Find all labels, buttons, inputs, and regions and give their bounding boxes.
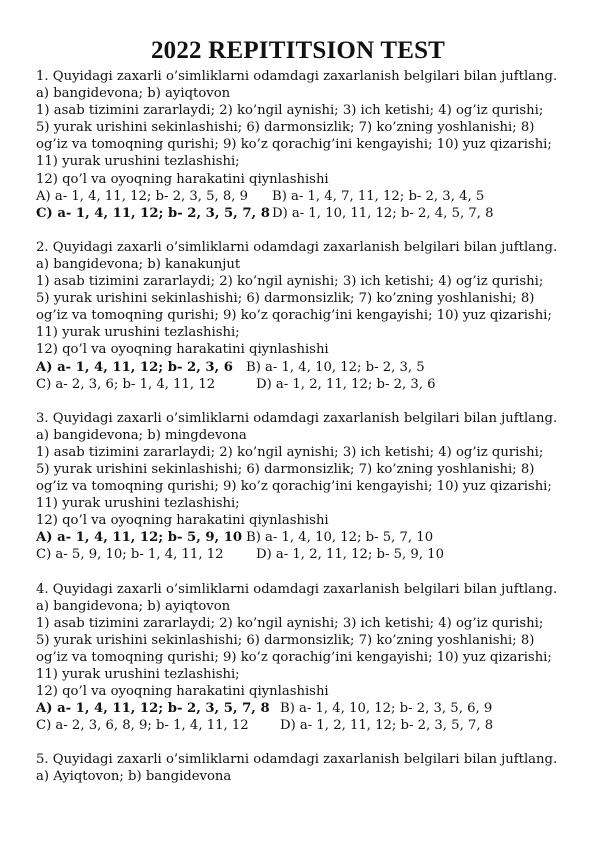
option-c-correct: C) a- 1, 4, 11, 12; b- 2, 3, 5, 7, 8	[36, 205, 270, 221]
option-a-correct: A) a- 1, 4, 11, 12; b- 5, 9, 10	[36, 530, 243, 546]
symptom-last: 12) qo’l va oyoqning harakatini qiynlashishi	[36, 684, 329, 700]
question-5	[36, 751, 560, 785]
symptom-list: 1) asab tizimini zararlaydi; 2) ko’ngil aynishi; 3) ich ketishi; 4) og’iz qurishi; 5) yurak urishini sekinlashishi; 6) darmonsizlik; 7) ko’zning yoshlanishi; 8) og’iz va tomoqning qurishi; 9) ko’z qorachig’ini kengayishi; 10) yuz qizarishi; 11) yurak urushini tezlashishi;	[36, 615, 552, 682]
option-a-correct: A) a- 1, 4, 11, 12; b- 2, 3, 6	[36, 359, 233, 375]
question-2	[36, 239, 560, 393]
symptom-last: 12) qo’l va oyoqning harakatini qiynlashishi	[36, 171, 329, 187]
symptom-list: 1) asab tizimini zararlaydi; 2) ko’ngil aynishi; 3) ich ketishi; 4) og’iz qurishi; 5) yurak urishini sekinlashishi; 6) darmonsizlik; 7) ko’zning yoshlanishi; 8) og’iz va tomoqning qurishi; 9) ko’z qorachig’ini kengayishi; 10) yuz qizarishi; 11) yurak urushini tezlashishi;	[36, 274, 552, 341]
question-pair: a) bangidevona; b) ayiqtovon	[36, 598, 231, 614]
option-c: C) a- 5, 9, 10; b- 1, 4, 11, 12	[36, 547, 224, 563]
option-d: D) a- 1, 10, 11, 12; b- 2, 4, 5, 7, 8	[272, 205, 494, 221]
option-b: B) a- 1, 4, 10, 12; b- 5, 7, 10	[246, 530, 434, 546]
question-stem: 3. Quyidagi zaxarli o’simliklarni odamdagi zaxarlanish belgilari bilan juftlang.	[36, 410, 558, 426]
options-row-1	[36, 529, 560, 546]
options-row-1	[36, 700, 560, 717]
options-row-2	[36, 376, 560, 393]
option-d: D) a- 1, 2, 11, 12; b- 2, 3, 6	[256, 376, 436, 392]
option-c: C) a- 2, 3, 6; b- 1, 4, 11, 12	[36, 376, 216, 392]
question-stem: 5. Quyidagi zaxarli o’simliklarni odamdagi zaxarlanish belgilari bilan juftlang.	[36, 752, 558, 768]
symptom-last: 12) qo’l va oyoqning harakatini qiynlashishi	[36, 342, 329, 358]
question-pair: a) bangidevona; b) kanakunjut	[36, 256, 241, 272]
option-b: B) a- 1, 4, 10, 12; b- 2, 3, 5	[246, 359, 425, 375]
options-row-2	[36, 546, 560, 563]
options-row-1	[36, 359, 560, 376]
question-1	[36, 68, 560, 222]
question-stem: 1. Quyidagi zaxarli o’simliklarni odamdagi zaxarlanish belgilari bilan juftlang.	[36, 69, 558, 84]
page-title: 2022 REPITITSION TEST	[150, 37, 446, 64]
question-stem: 2. Quyidagi zaxarli o’simliklarni odamdagi zaxarlanish belgilari bilan juftlang.	[36, 239, 558, 255]
option-d: D) a- 1, 2, 11, 12; b- 2, 3, 5, 7, 8	[280, 718, 494, 734]
option-a: A) a- 1, 4, 11, 12; b- 2, 3, 5, 8, 9	[36, 188, 249, 204]
options-row-2	[36, 717, 560, 734]
question-stem: 4. Quyidagi zaxarli o’simliklarni odamdagi zaxarlanish belgilari bilan juftlang.	[36, 581, 558, 597]
option-b: B) a- 1, 4, 7, 11, 12; b- 2, 3, 4, 5	[272, 188, 485, 204]
options-row-1	[36, 188, 560, 205]
option-d: D) a- 1, 2, 11, 12; b- 5, 9, 10	[256, 547, 444, 563]
question-pair: a) Ayiqtovon; b) bangidevona	[36, 769, 232, 785]
options-row-2	[36, 205, 560, 222]
symptom-last: 12) qo’l va oyoqning harakatini qiynlashishi	[36, 513, 329, 529]
question-3	[36, 410, 560, 564]
option-a-correct: A) a- 1, 4, 11, 12; b- 2, 3, 5, 7, 8	[36, 701, 270, 717]
option-c: C) a- 2, 3, 6, 8, 9; b- 1, 4, 11, 12	[36, 718, 249, 734]
question-pair: a) bangidevona; b) mingdevona	[36, 427, 247, 443]
question-pair: a) bangidevona; b) ayiqtovon	[36, 86, 231, 102]
symptom-list: 1) asab tizimini zararlaydi; 2) ko’ngil aynishi; 3) ich ketishi; 4) og’iz qurishi; 5) yurak urishini sekinlashishi; 6) darmonsizlik; 7) ko’zning yoshlanishi; 8) og’iz va tomoqning qurishi; 9) ko’z qorachig’ini kengayishi; 10) yuz qizarishi; 11) yurak urushini tezlashishi;	[36, 444, 552, 512]
option-b: B) a- 1, 4, 10, 12; b- 2, 3, 5, 6, 9	[280, 701, 493, 717]
question-4	[36, 581, 560, 735]
symptom-list: 1) asab tizimini zararlaydi; 2) ko’ngil aynishi; 3) ich ketishi; 4) og’iz qurishi; 5) yurak urishini sekinlashishi; 6) darmonsizlik; 7) ko’zning yoshlanishi; 8) og’iz va tomoqning qurishi; 9) ko’z qorachig’ini kengayishi; 10) yuz qizarishi; 11) yurak urushini tezlashishi;	[36, 103, 552, 170]
